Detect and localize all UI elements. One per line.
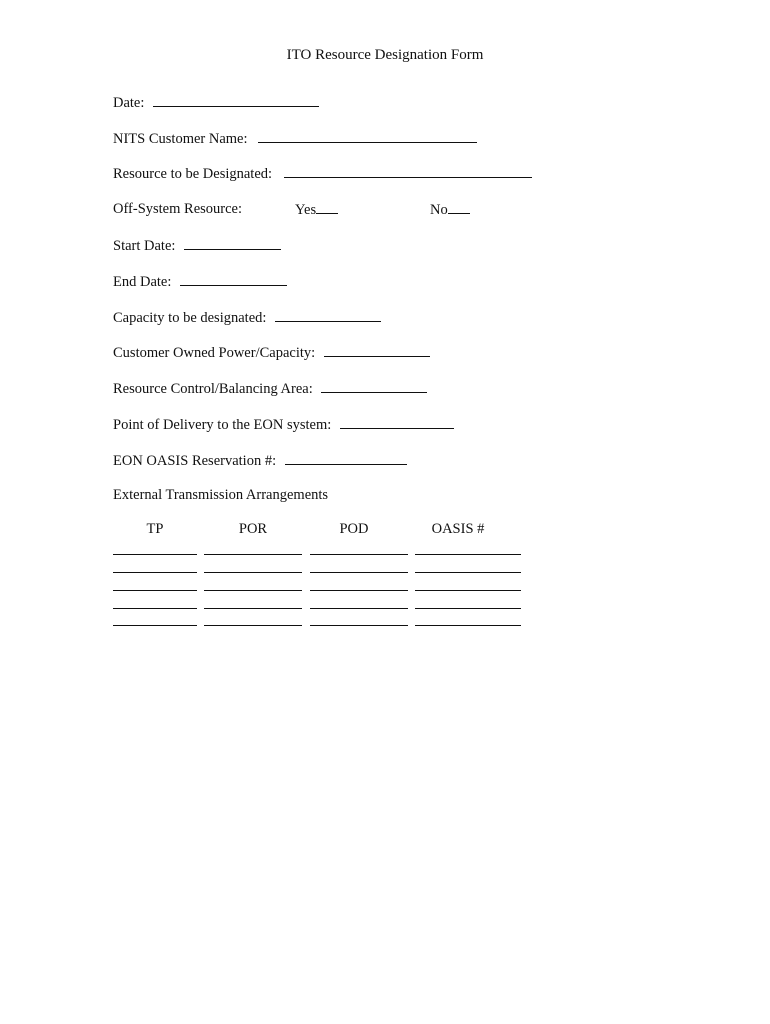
start-date-row <box>113 237 281 255</box>
blank-line-oasis-row-4[interactable] <box>415 608 521 609</box>
oasis-reservation-row <box>113 452 407 470</box>
no-label: No <box>430 202 448 218</box>
blank-line-por-row-5[interactable] <box>204 625 302 626</box>
point-of-delivery-label: Point of Delivery to the EON system: <box>113 417 332 433</box>
capacity-row <box>113 309 381 327</box>
blank-line-tp-row-5[interactable] <box>113 625 197 626</box>
blank-line-tp-row-3[interactable] <box>113 590 197 591</box>
no-option <box>430 201 470 219</box>
blank-line-tp-row-4[interactable] <box>113 608 197 609</box>
control-area-field[interactable] <box>321 380 427 393</box>
no-field[interactable] <box>448 201 470 214</box>
customer-name-field[interactable] <box>258 130 477 143</box>
yes-label: Yes <box>295 202 317 218</box>
customer-owned-label: Customer Owned Power/Capacity: <box>113 345 316 361</box>
form-title: ITO Resource Designation Form <box>286 47 484 63</box>
blank-line-por-row-1[interactable] <box>204 554 302 555</box>
resource-field[interactable] <box>284 165 532 178</box>
blank-line-por-row-4[interactable] <box>204 608 302 609</box>
end-date-row <box>113 273 287 291</box>
blank-line-oasis-row-3[interactable] <box>415 590 521 591</box>
control-area-row <box>113 380 427 398</box>
date-row <box>113 94 319 112</box>
blank-line-pod-row-1[interactable] <box>310 554 408 555</box>
capacity-label: Capacity to be designated: <box>113 310 267 326</box>
point-of-delivery-row <box>113 416 454 434</box>
control-area-label: Resource Control/Balancing Area: <box>113 381 313 397</box>
column-header-por: POR <box>238 521 268 537</box>
column-header-tp: TP <box>146 521 164 537</box>
blank-line-por-row-2[interactable] <box>204 572 302 573</box>
yes-field[interactable] <box>316 201 338 214</box>
blank-line-pod-row-4[interactable] <box>310 608 408 609</box>
customer-owned-row <box>113 344 430 362</box>
blank-line-por-row-3[interactable] <box>204 590 302 591</box>
external-heading: External Transmission Arrangements <box>113 487 329 503</box>
blank-line-oasis-row-5[interactable] <box>415 625 521 626</box>
point-of-delivery-field[interactable] <box>340 416 454 429</box>
resource-row <box>113 165 532 183</box>
oasis-reservation-field[interactable] <box>285 452 407 465</box>
column-header-pod: POD <box>339 521 369 537</box>
yes-option <box>295 201 338 219</box>
start-date-field[interactable] <box>184 237 281 250</box>
off-system-label: Off-System Resource: <box>113 201 242 217</box>
oasis-reservation-label: EON OASIS Reservation #: <box>113 453 277 469</box>
end-date-field[interactable] <box>180 273 287 286</box>
customer-name-label: NITS Customer Name: <box>113 131 248 147</box>
start-date-label: Start Date: <box>113 238 176 254</box>
blank-line-tp-row-2[interactable] <box>113 572 197 573</box>
customer-name-row <box>113 130 477 148</box>
blank-line-pod-row-3[interactable] <box>310 590 408 591</box>
date-field[interactable] <box>153 94 319 107</box>
blank-line-oasis-row-2[interactable] <box>415 572 521 573</box>
capacity-field[interactable] <box>275 309 381 322</box>
resource-label: Resource to be Designated: <box>113 166 273 182</box>
blank-line-pod-row-2[interactable] <box>310 572 408 573</box>
customer-owned-field[interactable] <box>324 344 430 357</box>
blank-line-tp-row-1[interactable] <box>113 554 197 555</box>
end-date-label: End Date: <box>113 274 172 290</box>
blank-line-pod-row-5[interactable] <box>310 625 408 626</box>
column-header-oasis: OASIS # <box>431 521 485 537</box>
blank-line-oasis-row-1[interactable] <box>415 554 521 555</box>
date-label: Date: <box>113 95 145 111</box>
off-system-row <box>113 201 242 218</box>
